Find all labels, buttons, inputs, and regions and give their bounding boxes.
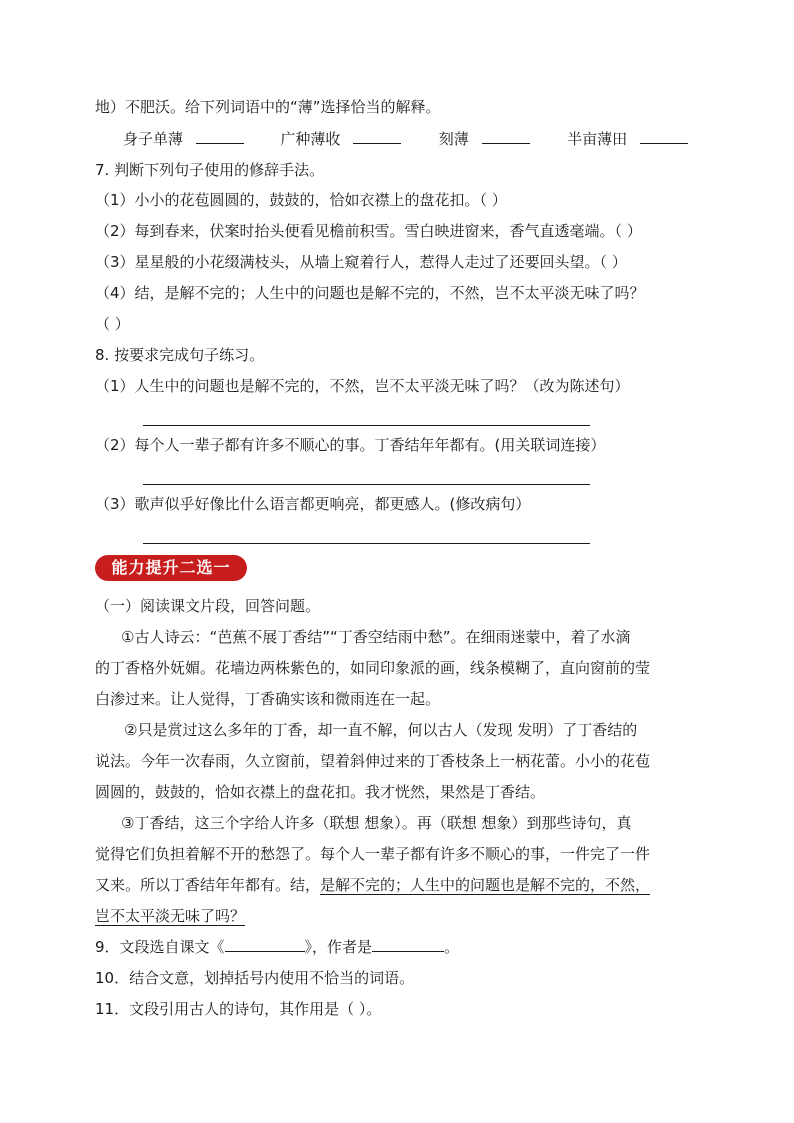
q11: 11．文段引用古人的诗句，其作用是（ ）。 bbox=[95, 1000, 382, 1018]
q7-title: 7. 判断下列句子使用的修辞手法。 bbox=[95, 161, 325, 179]
passage-line bbox=[95, 875, 650, 895]
q9-text: 》，作者是 bbox=[304, 938, 373, 956]
q7-item: （4）结，是解不完的；人生中的问题也是解不完的，不然，岂不太平淡无味了吗？ bbox=[95, 284, 645, 302]
passage-line: 觉得它们负担着解不开的愁怨了。每个人一辈子都有许多不顺心的事，一件完了一件 bbox=[95, 845, 651, 863]
q8-item: （2）每个人一辈子都有许多不顺心的事。丁香结年年都有。(用关联词连接） bbox=[95, 436, 606, 454]
author-blank[interactable] bbox=[372, 937, 444, 952]
section-badge: 能力提升二选一 bbox=[95, 555, 247, 581]
q8-item: （3）歌声似乎好像比什么语言都更响亮，都更感人。(修改病句） bbox=[95, 495, 531, 513]
passage-line: 圆圆的，鼓鼓的，恰如衣襟上的盘花扣。我才恍然，果然是丁香结。 bbox=[95, 783, 546, 801]
q8-title: 8. 按要求完成句子练习。 bbox=[95, 346, 265, 364]
answer-blank[interactable] bbox=[353, 129, 401, 144]
q7-item: （3）星星般的小花缀满枝头，从墙上窥着行人，惹得人走过了还要回头望。（ ） bbox=[95, 253, 627, 271]
q9-text: 9．文段选自课文《 bbox=[95, 938, 225, 956]
q10: 10．结合文意，划掉括号内使用不恰当的词语。 bbox=[95, 969, 415, 987]
underlined-sentence: 岂不太平淡无味了吗？ bbox=[95, 907, 246, 925]
q7-item: （1）小小的花苞圆圆的，鼓鼓的，恰如衣襟上的盘花扣。（ ） bbox=[95, 191, 507, 209]
passage-line: 说法。今年一次春雨，久立窗前，望着斜伸过来的丁香枝条上一柄花蕾。小小的花苞 bbox=[95, 752, 651, 770]
reading-intro: （一）阅读课文片段，回答问题。 bbox=[95, 597, 321, 615]
answer-line[interactable] bbox=[143, 543, 590, 544]
q6-word: 广种薄收 bbox=[280, 130, 341, 148]
passage-line bbox=[95, 906, 245, 926]
q9 bbox=[95, 937, 459, 957]
q6-word-row bbox=[123, 129, 688, 149]
q8-item: （1）人生中的问题也是解不完的，不然，岂不太平淡无味了吗？（改为陈述句） bbox=[95, 377, 630, 395]
answer-blank[interactable] bbox=[482, 129, 530, 144]
passage-line: 的丁香格外妩媚。花墙边两株紫色的，如同印象派的画，线条模糊了，直向窗前的莹 bbox=[95, 659, 651, 677]
passage-line: ①古人诗云：“芭蕉不展丁香结”“丁香空结雨中愁”。在细雨迷蒙中，着了水滴 bbox=[121, 628, 631, 646]
answer-line[interactable] bbox=[143, 484, 590, 485]
answer-line[interactable] bbox=[143, 425, 590, 426]
q6-word: 身子单薄 bbox=[123, 130, 184, 148]
q7-item-paren[interactable]: （ ） bbox=[95, 315, 130, 333]
q6-continuation: 地）不肥沃。给下列词语中的“薄”选择恰当的解释。 bbox=[95, 98, 441, 116]
answer-blank[interactable] bbox=[640, 129, 688, 144]
q6-word: 刻薄 bbox=[438, 130, 469, 148]
q9-text: 。 bbox=[444, 938, 460, 956]
underlined-sentence: 是解不完的；人生中的问题也是解不完的，不然， bbox=[320, 876, 651, 894]
q7-item: （2）每到春来，伏案时抬头便看见檐前积雪。雪白映进窗来，香气直透毫端。（ ） bbox=[95, 222, 642, 240]
passage-line: 白渗过来。让人觉得，丁香确实该和微雨连在一起。 bbox=[95, 690, 441, 708]
q6-word: 半亩薄田 bbox=[567, 130, 628, 148]
answer-blank[interactable] bbox=[196, 129, 244, 144]
passage-line: ②只是赏过这么多年的丁香，却一直不解，何以古人（发现 发明）了丁香结的 bbox=[124, 721, 638, 739]
title-blank[interactable] bbox=[225, 937, 305, 952]
passage-text: 又来。所以丁香结年年都有。结， bbox=[95, 876, 321, 894]
passage-line: ③丁香结，这三个字给人许多（联想 想象）。再（联想 想象）到那些诗句，真 bbox=[121, 814, 632, 832]
